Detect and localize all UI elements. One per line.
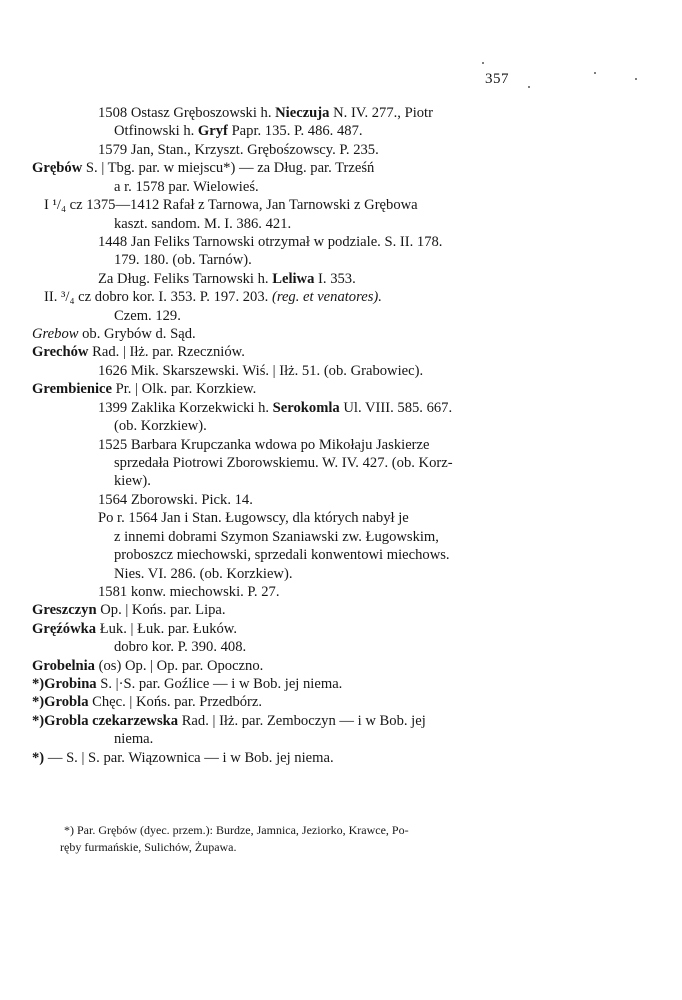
entry-text: Otfinowski h.: [114, 123, 198, 140]
entry-continuation-line: [98, 270, 356, 288]
italic-text: (reg. et venatores).: [271, 289, 382, 306]
entry-text: a r. 1578 par. Wielowieś.: [114, 178, 259, 195]
entry-continuation-line: [114, 565, 292, 583]
scan-speck: [528, 86, 530, 88]
entry-headword: *)Grobla: [32, 694, 89, 711]
entry-headword: Leliwa: [272, 270, 315, 287]
entry-line: [32, 601, 226, 619]
italic-text: Grebow: [32, 326, 79, 343]
entry-text: 1525 Barbara Krupczanka wdowa po Mikołaju Jaskierze: [98, 436, 430, 453]
entry-text: Nies. VI. 286. (ob. Korzkiew).: [114, 565, 293, 582]
entry-continuation-line: [114, 307, 181, 325]
entry-text: (os) Op. | Op. par. Opoczno.: [94, 657, 264, 674]
entry-text: ręby furmańskie, Sulichów, Żupawa.: [60, 840, 237, 854]
entry-headword: *)Grobla czekarzewska: [32, 712, 179, 729]
entry-text: I. 353.: [314, 270, 356, 287]
entry-continuation-line: [114, 417, 207, 435]
entry-continuation-line: [114, 215, 291, 233]
entry-continuation-line: [114, 178, 259, 196]
footnote-line: [64, 822, 409, 838]
entry-line: [32, 159, 374, 177]
entry-headword: *): [32, 749, 45, 766]
entry-line: [32, 380, 256, 398]
entry-text: z innemi dobrami Szymon Szaniawski zw. Ługowskim,: [114, 528, 439, 545]
entry-line: [32, 712, 426, 730]
entry-text: S. |·S. par. Goźlice — i w Bob. jej niema.: [96, 676, 343, 693]
entry-text: *) Par.: [64, 823, 99, 837]
entry-line: [32, 749, 334, 767]
scan-speck: [482, 62, 484, 64]
entry-text: Czem. 129.: [114, 307, 181, 324]
entry-text: (ob. Korzkiew).: [114, 418, 207, 435]
entry-text: proboszcz miechowski, sprzedali konwentowi miechows.: [114, 547, 450, 564]
entry-continuation-line: [98, 233, 442, 251]
entry-headword: Gręźówka: [32, 620, 97, 637]
entry-headword: Gryf: [197, 123, 228, 140]
scan-speck: [594, 72, 596, 74]
entry-text: Op. | Końs. par. Lipa.: [96, 602, 226, 619]
entry-text: Rad. | Iłż. par. Rzeczniów.: [88, 344, 245, 361]
entry-text: Rad. | Iłż. par. Zemboczyn — i w Bob. jej: [178, 712, 426, 729]
entry-continuation-line: [98, 509, 409, 527]
scan-speck: [635, 78, 637, 80]
entry-text: 1508 Ostasz Gręboszowski h.: [98, 105, 276, 121]
entry-continuation-line: [114, 251, 252, 269]
entry-continuation-line: [114, 122, 363, 140]
entry-text: ob. Grybów d. Sąd.: [78, 326, 196, 343]
entry-text: dobro kor. P. 390. 408.: [114, 639, 247, 656]
entry-continuation-line: [114, 638, 246, 656]
entry-line: [32, 620, 237, 638]
entry-text: S. | Tbg. par. w miejscu*) — za Dług. par. Trześń: [82, 160, 375, 177]
entry-headword: Grechów: [32, 344, 89, 361]
entry-text: 1448 Jan Feliks Tarnowski otrzymał w podziale. S. II. 178.: [98, 233, 443, 250]
entry-text: 1626 Mik. Skarszewski. Wiś. | Iłż. 51. (ob. Grabowiec).: [98, 362, 424, 379]
entry-headword: *)Grobina: [32, 676, 97, 693]
entry-continuation-line: [98, 491, 253, 509]
entry-text: — S. | S. par. Wiązownica — i w Bob. jej niema.: [44, 749, 334, 766]
entry-text: Łuk. | Łuk. par. Łuków.: [96, 620, 238, 637]
entry-text: Pr. | Olk. par. Korzkiew.: [111, 381, 257, 398]
entry-continuation-line: [98, 104, 433, 122]
entry-text: kaszt. sandom. M. I. 386. 421.: [114, 215, 292, 232]
entry-line: [32, 343, 245, 361]
entry-text: kiew).: [114, 473, 151, 490]
entry-headword: Grębów: [98, 823, 137, 837]
entry-line: [32, 675, 342, 693]
entry-headword: Grembienice: [32, 381, 112, 398]
entry-text: Po r. 1564 Jan i Stan. Ługowscy, dla których nabył je: [98, 510, 409, 527]
entry-continuation-line: [98, 399, 452, 417]
entry-continuation-line: [114, 730, 153, 748]
entry-continuation-line: [44, 196, 418, 214]
entry-text: 1579 Jan, Stan., Krzyszt. Grębośzowscy. P. 235.: [98, 141, 379, 158]
entry-headword: Grobelnia: [32, 657, 95, 674]
entry-headword: Serokomla: [272, 399, 340, 416]
entry-continuation-line: [98, 362, 423, 380]
entry-text: 1564 Zborowski. Pick. 14.: [98, 491, 253, 508]
entry-continuation-line: [98, 141, 379, 159]
entry-text: N. IV. 277., Piotr: [329, 105, 433, 121]
entry-text: 1581 konw. miechowski. P. 27.: [98, 583, 280, 600]
entry-headword: Nieczuja: [275, 105, 330, 121]
entry-text: Chęc. | Końs. par. Przedbórz.: [88, 694, 263, 711]
entry-headword: Greszczyn: [32, 602, 97, 619]
entry-text: Papr. 135. P. 486. 487.: [227, 123, 363, 140]
entry-continuation-line: [114, 528, 439, 546]
entry-line: [32, 657, 263, 675]
entry-text: niema.: [114, 731, 154, 748]
entry-text: 179. 180. (ob. Tarnów).: [114, 252, 252, 269]
entry-text: (dyec. przem.): Burdze, Jamnica, Jeziorko, Krawce, Po-: [137, 823, 409, 837]
entry-line: [32, 693, 262, 711]
entry-text: Ul. VIII. 585. 667.: [339, 399, 453, 416]
entry-continuation-line: [98, 583, 279, 601]
entry-text: sprzedała Piotrowi Zborowskiemu. W. IV. 427. (ob. Korz-: [114, 454, 453, 471]
entry-headword: Grębów: [32, 160, 83, 177]
entry-line: [32, 325, 196, 343]
entry-continuation-line: [98, 436, 430, 454]
entry-text: Za Dług. Feliks Tarnowski h.: [98, 270, 273, 287]
entry-text: I ¹/₄ cz 1375—1412 Rafał z Tarnowa, Jan Tarnowski z Grębowa: [44, 197, 418, 214]
page-number: 357: [485, 71, 509, 87]
entry-continuation-line: [114, 454, 453, 472]
entry-continuation-line: [114, 472, 151, 490]
entry-continuation-line: [114, 546, 450, 564]
entry-text: II. ³/₄ cz dobro kor. I. 353. P. 197. 203.: [44, 289, 272, 306]
footnote-line: [60, 839, 237, 855]
entry-text: 1399 Zaklika Korzekwicki h.: [98, 399, 273, 416]
entry-continuation-line: [44, 288, 382, 306]
